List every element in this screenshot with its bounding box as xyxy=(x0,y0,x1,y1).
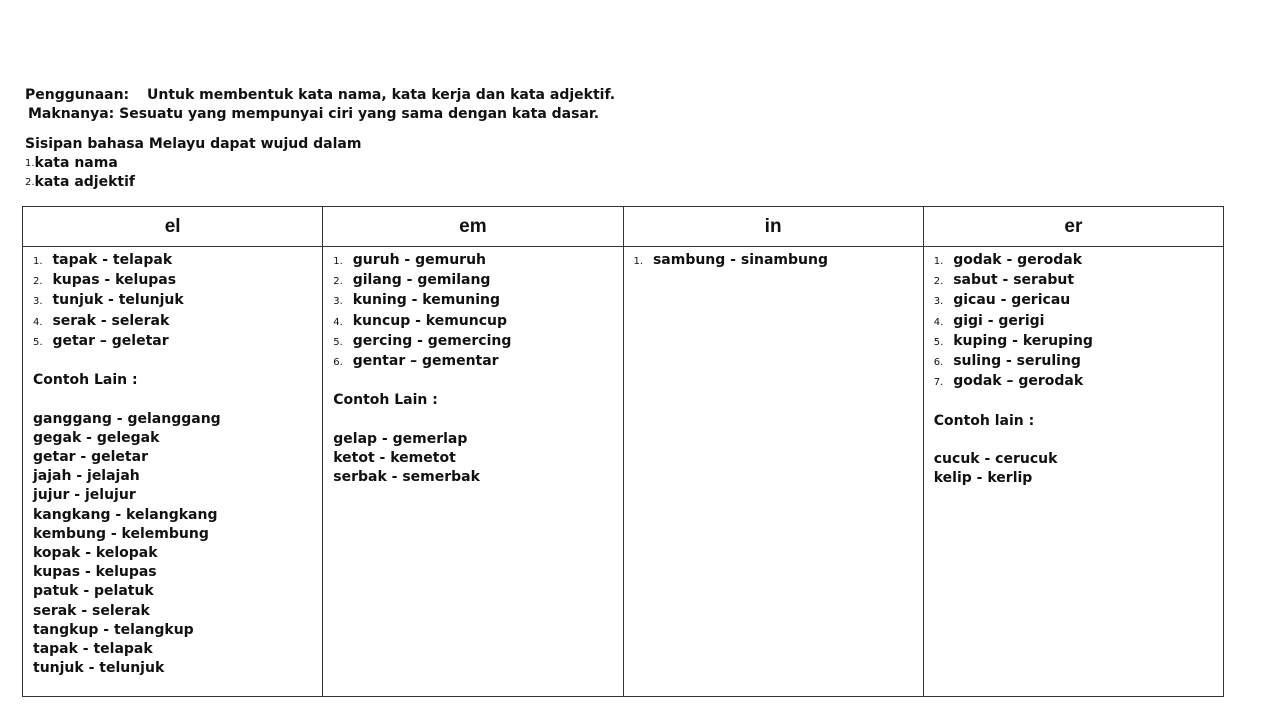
word-pair: guruh - gemuruh xyxy=(352,252,486,268)
other-example-item: jujur - jelujur xyxy=(33,487,136,504)
word-pair: kuping - keruping xyxy=(953,332,1093,349)
example-list xyxy=(934,251,1213,392)
other-examples-label: Contoh lain : xyxy=(933,412,1035,429)
word-pair: gicau - gericau xyxy=(953,292,1071,309)
word-pair: godak - gerodak xyxy=(953,252,1082,268)
item-number: 6. xyxy=(333,357,343,369)
other-example-item: tapak - telapak xyxy=(33,641,153,658)
example-item xyxy=(33,251,312,271)
column-header-in: in xyxy=(623,207,923,247)
example-item xyxy=(333,291,612,311)
meaning-line: Maknanya: Sesuatu yang mempunyai ciri yang sama dengan kata dasar. xyxy=(28,106,600,122)
spacer xyxy=(934,392,1213,411)
spacer xyxy=(333,372,612,391)
spacer xyxy=(333,411,612,430)
item-number: 6. xyxy=(933,357,944,369)
item-number: 3. xyxy=(933,296,944,308)
item-number: 4. xyxy=(933,316,944,328)
column-header-er: er xyxy=(923,207,1223,247)
example-item xyxy=(333,312,612,332)
infix-table xyxy=(22,206,1224,697)
column-cell-el xyxy=(23,247,323,697)
example-item xyxy=(333,352,612,372)
other-example-item: getar - geletar xyxy=(33,449,148,465)
category-label: kata adjektif xyxy=(34,174,135,190)
other-example-item: kelip - kerlip xyxy=(933,470,1033,487)
column-cell-in xyxy=(623,247,923,697)
category-list xyxy=(25,154,615,192)
column-cell-er xyxy=(923,247,1223,697)
category-item xyxy=(25,173,615,192)
column-header-em: em xyxy=(323,207,623,247)
item-number: 5. xyxy=(33,336,43,348)
example-list xyxy=(333,251,612,372)
other-example-item: gegak - gelegak xyxy=(33,429,160,446)
word-pair: gercing - gemercing xyxy=(352,332,512,349)
other-examples-label: Contoh Lain : xyxy=(33,372,138,389)
other-example-item: jajah - jelajah xyxy=(33,468,140,485)
example-item xyxy=(934,372,1213,392)
word-pair: gilang - gemilang xyxy=(352,272,491,289)
item-number: 7. xyxy=(933,377,944,389)
other-examples-list xyxy=(333,430,612,488)
item-number: 2. xyxy=(33,276,43,288)
example-item xyxy=(33,291,312,311)
other-example-item: serbak - semerbak xyxy=(333,469,480,486)
column-cell-em xyxy=(323,247,623,697)
example-item xyxy=(934,271,1213,291)
other-example-item: patuk - pelatuk xyxy=(33,583,154,600)
word-pair: kuncup - kemuncup xyxy=(352,312,508,329)
spacer xyxy=(934,431,1213,450)
word-pair: getar – geletar xyxy=(52,332,169,349)
item-number: 4. xyxy=(333,316,343,328)
example-item xyxy=(333,251,612,271)
item-number: 1. xyxy=(933,256,944,267)
usage-line xyxy=(25,86,615,105)
word-pair: kupas - kelupas xyxy=(52,272,177,289)
example-item xyxy=(33,332,312,352)
example-item xyxy=(934,251,1213,271)
example-list xyxy=(634,251,913,271)
header-row xyxy=(23,207,1224,247)
example-item xyxy=(33,271,312,291)
other-example-item: kangkang - kelangkang xyxy=(33,506,218,523)
word-pair: tapak - telapak xyxy=(52,252,173,268)
word-pair: godak – gerodak xyxy=(953,373,1084,390)
example-item xyxy=(333,271,612,291)
word-pair: sambung - sinambung xyxy=(652,252,828,268)
other-example-item: tunjuk - telunjuk xyxy=(33,660,165,677)
item-number: 1. xyxy=(633,256,644,267)
spacer xyxy=(33,352,312,371)
item-number: 2. xyxy=(333,276,343,288)
example-list xyxy=(33,251,312,352)
category-number: 2. xyxy=(25,177,35,188)
other-example-item: kopak - kelopak xyxy=(33,545,158,562)
content-row xyxy=(23,247,1224,697)
other-examples-label: Contoh Lain : xyxy=(333,392,438,409)
category-number: 1. xyxy=(25,158,35,169)
example-item xyxy=(634,251,913,271)
other-example-item: gelap - gemerlap xyxy=(333,430,468,447)
example-item xyxy=(333,332,612,352)
category-label: kata nama xyxy=(34,155,118,171)
other-examples-list xyxy=(33,410,312,679)
item-number: 1. xyxy=(333,256,343,267)
column-header-el: el xyxy=(23,207,323,247)
item-number: 5. xyxy=(933,336,944,348)
example-item xyxy=(934,291,1213,311)
word-pair: gigi - gerigi xyxy=(953,312,1045,329)
other-example-item: ketot - kemetot xyxy=(333,450,456,466)
other-example-item: ganggang - gelanggang xyxy=(33,410,221,427)
item-number: 3. xyxy=(333,296,343,308)
exists-in-line: Sisipan bahasa Melayu dapat wujud dalam xyxy=(25,136,362,152)
spacer xyxy=(33,390,312,409)
item-number: 4. xyxy=(33,316,43,328)
example-item xyxy=(934,332,1213,352)
usage-text: Untuk membentuk kata nama, kata kerja dan kata adjektif. xyxy=(146,87,616,103)
intro-section xyxy=(25,86,615,192)
example-item xyxy=(934,312,1213,332)
item-number: 1. xyxy=(33,256,43,267)
word-pair: gentar – gementar xyxy=(352,353,499,370)
other-example-item: kupas - kelupas xyxy=(33,564,157,581)
other-example-item: tangkup - telangkup xyxy=(33,621,194,638)
word-pair: sabut - serabut xyxy=(953,272,1075,289)
word-pair: kuning - kemuning xyxy=(352,292,501,309)
word-pair: serak - selerak xyxy=(52,312,170,329)
other-example-item: kembung - kelembung xyxy=(33,525,209,542)
example-item xyxy=(33,312,312,332)
word-pair: suling - seruling xyxy=(953,353,1081,370)
category-item xyxy=(25,154,615,173)
example-item xyxy=(934,352,1213,372)
item-number: 3. xyxy=(33,296,43,308)
other-examples-list xyxy=(934,450,1213,488)
item-number: 5. xyxy=(333,336,343,348)
usage-label: Penggunaan: xyxy=(25,87,130,103)
item-number: 2. xyxy=(933,276,944,288)
word-pair: tunjuk - telunjuk xyxy=(52,292,184,309)
other-example-item: serak - selerak xyxy=(33,602,150,619)
other-example-item: cucuk - cerucuk xyxy=(933,451,1058,467)
